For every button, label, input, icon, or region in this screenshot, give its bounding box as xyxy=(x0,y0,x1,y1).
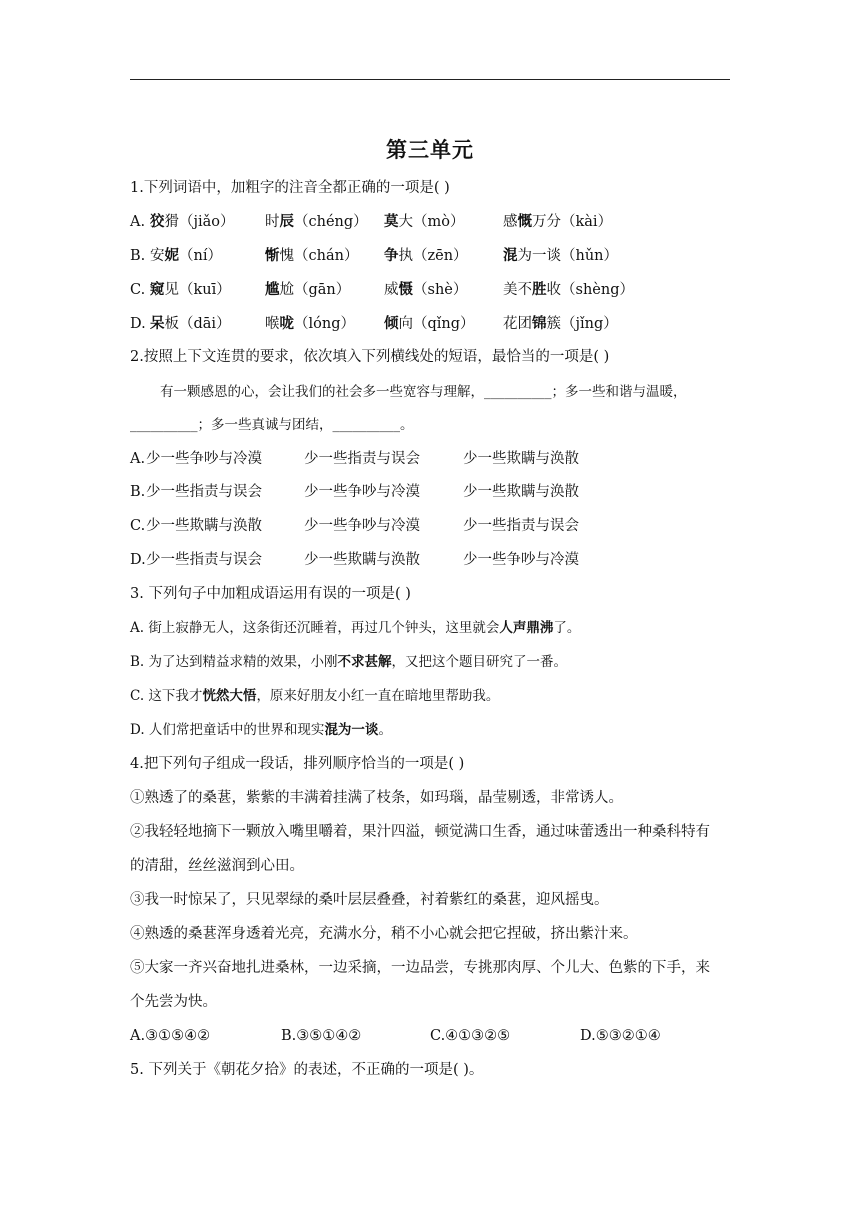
word-post: 尬（gān） xyxy=(279,282,351,298)
q3-stem: 3. 下列句子中加粗成语运用有误的一项是( ) xyxy=(130,586,411,602)
q1-stem: 1.下列词语中，加粗字的注音全都正确的一项是( ) xyxy=(130,180,450,196)
q4-sentence-1: ①熟透了的桑葚，紫紫的丰满着挂满了枝条，如玛瑙，晶莹剔透，非常诱人。 xyxy=(130,790,623,806)
q5-stem: 5. 下列关于《朝花夕拾》的表述，不正确的一项是( )。 xyxy=(130,1062,484,1078)
q4-sentence-5a: ⑤大家一齐兴奋地扎进桑林，一边采摘，一边品尝，专挑那肉厚、个儿大、色紫的下手，来 xyxy=(130,960,710,976)
word-post: （shè） xyxy=(413,282,468,298)
q1-option-letter: C. xyxy=(130,282,146,298)
q4-sentence-5b: 个先尝为快。 xyxy=(130,994,217,1010)
q2-option-letter: B. xyxy=(130,484,146,500)
word-post: 簇（jǐng） xyxy=(546,316,618,332)
word-post: 为一谈（hǔn） xyxy=(517,248,619,264)
page-title: 第三单元 xyxy=(386,137,474,162)
word-bold-char: 咙 xyxy=(279,315,294,332)
q2-option-phrase: 少一些欺瞒与涣散 xyxy=(463,451,579,467)
word-post: 猾（jiǎo） xyxy=(164,214,235,230)
q1-option-word xyxy=(265,246,358,266)
q4-sentence-3: ③我一时惊呆了，只见翠绿的桑叶层层叠叠，衬着紫红的桑葚，迎风摇曳。 xyxy=(130,892,609,908)
word-bold-char: 慨 xyxy=(517,213,532,230)
word-pre: 美不 xyxy=(503,282,532,298)
q3-option xyxy=(130,720,392,740)
q2-option-phrase: 少一些欺瞒与涣散 xyxy=(463,484,579,500)
word-post: 见（kuī） xyxy=(164,282,231,298)
q3-option-idiom-bold: 混为一谈 xyxy=(324,722,379,738)
word-bold-char: 尴 xyxy=(265,281,280,298)
q1-option-word xyxy=(150,212,235,232)
q3-option-text: C. 这下我才 xyxy=(130,688,203,704)
q2-option-phrase: 少一些指责与误会 xyxy=(146,552,262,568)
q3-option-idiom-bold: 恍然大悟 xyxy=(202,688,257,704)
word-bold-char: 胜 xyxy=(532,281,547,298)
q2-option-phrase: 少一些争吵与冷漠 xyxy=(146,451,262,467)
q4-option: A.③①⑤④② xyxy=(130,1028,211,1044)
q2-option-phrase: 少一些争吵与冷漠 xyxy=(304,518,420,534)
word-post: 板（dāi） xyxy=(164,316,231,332)
word-bold-char: 妮 xyxy=(164,247,179,264)
q1-option-word xyxy=(384,246,468,266)
q1-option-word xyxy=(384,212,464,232)
word-post: 万分（kài） xyxy=(532,214,613,230)
word-post: 向（qǐng） xyxy=(398,316,475,332)
word-bold-char: 呆 xyxy=(150,315,165,332)
word-post: 收（shèng） xyxy=(546,282,634,298)
word-bold-char: 锦 xyxy=(532,315,547,332)
q4-stem: 4.把下列句子组成一段话，排列顺序恰当的一项是( ) xyxy=(130,756,465,772)
q4-sentence-4: ④熟透的桑葚浑身透着光亮，充满水分，稍不小心就会把它捏破，挤出紫汁来。 xyxy=(130,926,638,942)
q3-option-text: A. 街上寂静无人，这条街还沉睡着，再过几个钟头，这里就会 xyxy=(130,620,500,636)
q4-option: B.③⑤①④② xyxy=(281,1028,362,1044)
word-bold-char: 惭 xyxy=(265,247,280,264)
q3-option-text-end: 。 xyxy=(378,722,392,738)
q2-option-phrase: 少一些指责与误会 xyxy=(304,451,420,467)
word-bold-char: 争 xyxy=(384,247,399,264)
q1-option-word xyxy=(503,314,618,334)
word-bold-char: 窥 xyxy=(150,281,165,298)
q1-option-word xyxy=(265,280,350,300)
word-post: （ní） xyxy=(179,248,222,264)
q3-option-text-end: 了。 xyxy=(553,620,581,636)
q2-option-phrase: 少一些欺瞒与涣散 xyxy=(304,552,420,568)
word-pre: 威 xyxy=(384,282,399,298)
q2-option-letter: D. xyxy=(130,552,146,568)
q2-passage-line2: __________；多一些真诚与团结，__________。 xyxy=(130,417,414,433)
word-bold-char: 慑 xyxy=(398,281,413,298)
q1-option-word xyxy=(503,212,612,232)
word-pre: 感 xyxy=(503,214,518,230)
q1-option-word xyxy=(384,280,467,300)
q3-option-idiom-bold: 不求甚解 xyxy=(337,654,392,670)
q4-option: D.⑤③②①④ xyxy=(580,1028,661,1044)
word-post: （chéng） xyxy=(294,214,368,230)
header-rule xyxy=(130,79,730,80)
q3-option xyxy=(130,618,580,638)
word-bold-char: 混 xyxy=(503,247,518,264)
word-bold-char: 辰 xyxy=(279,213,294,230)
q3-option-text-end: ，又把这个题目研究了一番。 xyxy=(391,654,568,670)
q3-option xyxy=(130,652,567,672)
q1-option-letter: B. xyxy=(130,248,146,264)
q2-option-phrase: 少一些指责与误会 xyxy=(146,484,262,500)
word-bold-char: 莫 xyxy=(384,213,399,230)
q4-sentence-2a: ②我轻轻地摘下一颗放入嘴里嚼着，果汁四溢，顿觉满口生香，通过味蕾透出一种桑科特有 xyxy=(130,824,710,840)
q4-option: C.④①③②⑤ xyxy=(430,1028,511,1044)
word-pre: 花团 xyxy=(503,316,532,332)
q2-stem: 2.按照上下文连贯的要求，依次填入下列横线处的短语，最恰当的一项是( ) xyxy=(130,349,610,365)
q1-option-word xyxy=(265,314,355,334)
word-pre: 时 xyxy=(265,214,280,230)
q3-option-text-end: ，原来好朋友小红一直在暗地里帮助我。 xyxy=(256,688,500,704)
word-post: （lóng） xyxy=(294,316,355,332)
word-pre: 喉 xyxy=(265,316,280,332)
q1-option-word xyxy=(150,280,231,300)
q1-option-word xyxy=(384,314,475,334)
q3-option xyxy=(130,686,499,706)
q4-sentence-2b: 的清甜，丝丝滋润到心田。 xyxy=(130,858,304,874)
word-post: 愧（chán） xyxy=(279,248,359,264)
q1-option-word xyxy=(503,280,634,300)
word-bold-char: 狡 xyxy=(150,213,165,230)
q2-option-phrase: 少一些欺瞒与涣散 xyxy=(146,518,262,534)
q2-passage-line1: 有一颗感恩的心，会让我们的社会多一些宽容与理解，__________；多一些和谐与温暖， xyxy=(160,384,687,400)
word-post: 大（mò） xyxy=(398,214,465,230)
word-bold-char: 倾 xyxy=(384,315,399,332)
q2-option-phrase: 少一些指责与误会 xyxy=(463,518,579,534)
q3-option-idiom-bold: 人声鼎沸 xyxy=(499,620,554,636)
q3-option-text: B. 为了达到精益求精的效果，小刚 xyxy=(130,654,338,670)
q3-option-text: D. 人们常把童话中的世界和现实 xyxy=(130,722,325,738)
q1-option-word xyxy=(150,246,222,266)
q1-option-word xyxy=(265,212,368,232)
q1-option-letter: A. xyxy=(130,214,146,230)
q2-option-phrase: 少一些争吵与冷漠 xyxy=(463,552,579,568)
q1-option-word xyxy=(150,314,231,334)
q2-option-letter: C. xyxy=(130,518,146,534)
word-pre: 安 xyxy=(150,248,165,264)
q1-option-letter: D. xyxy=(130,316,146,332)
q2-option-letter: A. xyxy=(130,451,146,467)
word-post: 执（zēn） xyxy=(398,248,468,264)
q1-option-word xyxy=(503,246,618,266)
q2-option-phrase: 少一些争吵与冷漠 xyxy=(304,484,420,500)
